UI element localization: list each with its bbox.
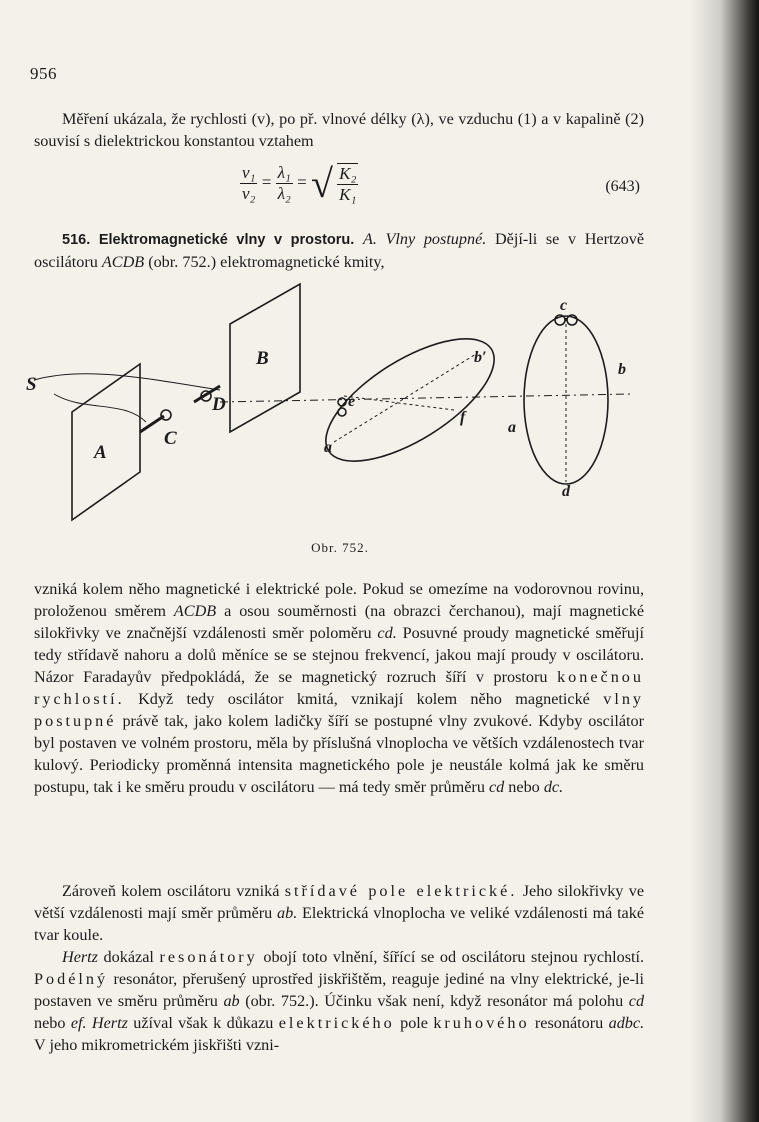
figure-caption: Obr. 752. <box>311 540 369 555</box>
label-c: C <box>164 428 177 449</box>
label-a: A <box>94 442 107 463</box>
label-f: f <box>460 409 466 426</box>
figure-752-diagram <box>24 282 644 532</box>
intro-paragraph: Měření ukázala, že rychlosti (v), po př. vlnové délky (λ), ve vzduchu (1) a v kapalině (2) souvisí s dielektrickou konstantou vztahem <box>34 110 644 150</box>
label-d-vertical: d <box>562 483 570 500</box>
rod-c <box>140 416 164 432</box>
page-edge-shadow <box>689 0 759 1122</box>
section-516: 516. Elektromagnetické vlny v prostoru. A. Vlny postupné. Dějí-li se v Hertzově oscilátoru ACDB (obr. 752.) elektromagnetické kmity, <box>34 230 645 271</box>
label-b-prime: b′ <box>474 349 487 366</box>
equation-body: $\frac{\text{v₁}}{\text{v₂}}$ = $\frac{\text{λ₁}}{\text{λ₂}}$ = √ $\frac{\text{K₂}}{\text{K₁}}$ <box>242 161 357 206</box>
radical-sign: √ <box>310 161 333 206</box>
label-e: e <box>348 393 356 410</box>
fraction-v: $\frac{\text{v₁}}{\text{v₂}}$ <box>242 163 256 203</box>
page-number: 956 <box>30 64 57 83</box>
sqrt-k: √ $\frac{\text{K₂}}{\text{K₁}}$ <box>310 161 357 206</box>
label-a-vertical: a <box>508 419 516 436</box>
body-paragraph-1: vzniká kolem něho magnetické i elektrické pole. Pokud se omezíme na vodorovnou rovinu, proloženou směrem ACDB a osou souměrnosti (na obrazci čerchanou), mají magnetické silokřivky ve značnější vzdálenosti směr poloměru cd. Posuvné proudy magnetické směřují tedy střídavě nahoru a dolů měníce se se stejnou frekvencí, jakou mají proudy v oscilátoru. Názor Faradayův předpokládá, že se magnetický rozruch šíří v prostoru konečnou rychlostí. Když tedy oscilátor kmitá, vznikají kolem něho magnetické vlny postupné právě tak, jako kolem ladičky šíří se postupné vlny zvukové. Kdyby oscilátor byl postaven ve volném prostoru, měla by příslušná vlnoplocha ve větších vzdálenostech tvar kulový. Periodicky proměnná intensita magnetického pole je neustále kolmá jak ke směru postupu, tak i ke směru proudu v oscilátoru — má tedy směr průměru cd nebo dc. <box>34 580 645 796</box>
fraction-lambda: $\frac{\text{λ₁}}{\text{λ₂}}$ <box>277 163 291 203</box>
label-d: D <box>212 394 226 415</box>
label-b: B <box>256 348 269 369</box>
section-heading: 516. Elektromagnetické vlny v prostoru. <box>62 232 355 248</box>
spark-ball-c <box>161 410 171 420</box>
label-b-vertical: b <box>618 361 626 378</box>
label-c-vertical: c <box>560 297 568 314</box>
label-a-tilted: a <box>324 439 332 456</box>
body-paragraph-2: Zároveň kolem oscilátoru vzniká střídavé pole elektrické. Jeho silokřivky ve větší vzdálenosti mají směr průměru ab. Elektrická vlnoplocha ve veliké vzdálenosti má také tvar koule. Hertz dokázal resonátory obojí toto vlnění, šířící se od oscilátoru stejnou rychlostí. Podélný resonátor, přerušený uprostřed jiskřištěm, reaguje jediné na vlny elektrické, je-li postaven ve směru průměru ab (obr. 752.). Účinku však není, když resonátor má polohu cd nebo ef. Hertz užíval však k důkazu elektrického pole kruhového resonátoru adbc. V jeho mikrometrickém jiskřišti vzni- <box>34 882 645 1054</box>
equation-643 <box>240 160 640 222</box>
label-s: S <box>26 374 37 395</box>
resonator-ball-e2 <box>338 408 346 416</box>
body-paragraph-3: Hertz dokázal resonátory obojí toto vlnění, šířící se od oscilátoru stejnou rychlostí. Podélný resonátor, přerušený uprostřed jiskřištěm, reaguje jediné na vlny elektrické, je-li postaven ve směru průměru ab (obr. 752.). Účinku však není, když resonátor má polohu cd nebo ef. Hertz užíval však k důkazu elektrického pole kruhového resonátoru adbc. V jeho mikrometrickém jiskřišti vzni- <box>34 948 645 1054</box>
equation-number: (643) <box>605 178 640 195</box>
